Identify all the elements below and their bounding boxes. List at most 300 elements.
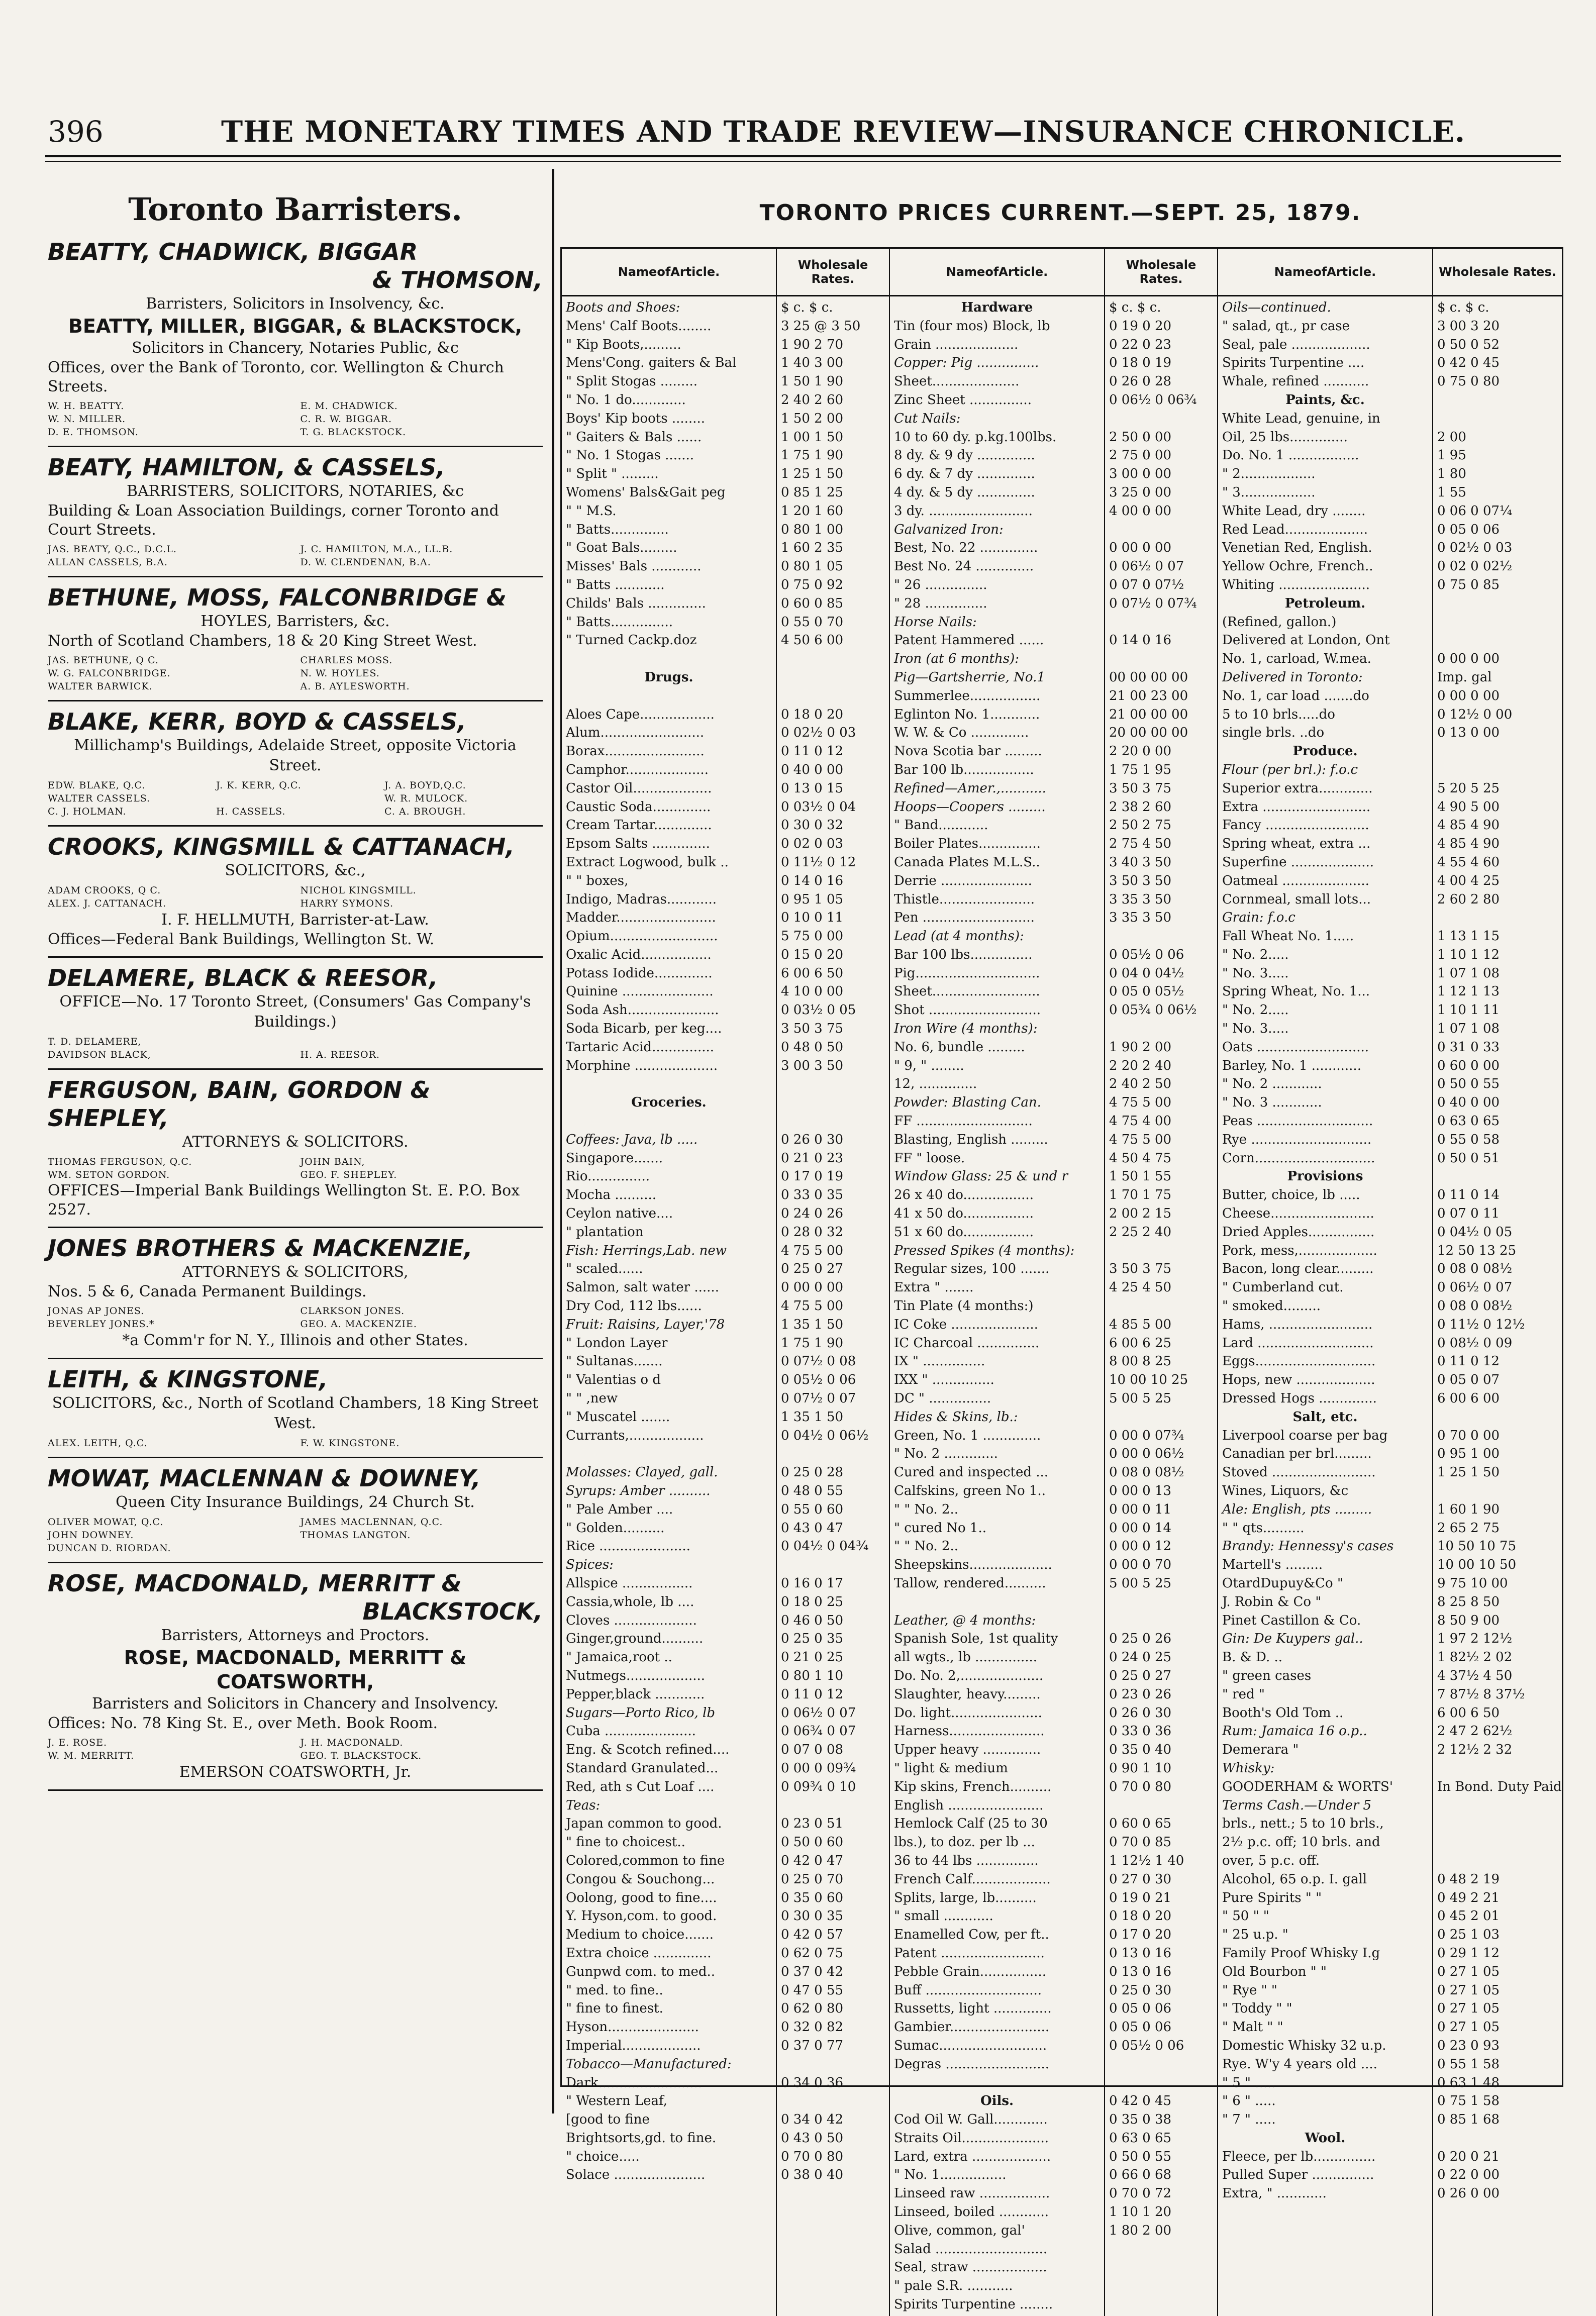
firm-name-cont: & THOMSON, [372,266,543,293]
article-name: 51 x 60 do................. [894,1224,1034,1240]
article-name: Congou & Souchong... [566,1871,715,1887]
rate-value: 1 82½ 2 02 [1437,1650,1513,1665]
firm-name: CROOKS, KINGSMILL & CATTANACH, [48,833,515,860]
rate-value: 1 07 1 08 [1437,965,1500,981]
col-name-2 [890,249,1105,2316]
rate-value: 20 00 00 00 [1109,725,1188,741]
article-name: Extra, " ............ [1222,2186,1327,2201]
rate-value: 0 11½ 0 12½ [1437,1317,1525,1332]
rate-value: 1 75 1 90 [781,1335,844,1351]
article-name: " 28 ............... [894,595,987,611]
partner-name: WALTER BARWICK. [48,681,153,692]
article-name: " Toddy " " [1222,2001,1292,2017]
rate-value: 3 00 3 20 [1437,318,1500,334]
rate-value [1437,2129,1558,2148]
rate-value [1109,2240,1213,2259]
rate-value: 3 35 3 50 [1109,891,1172,907]
rate-value [781,1093,885,1112]
rate-value: 0 63 0 65 [1109,2130,1172,2146]
rate-value: 0 42 0 45 [1109,2093,1172,2109]
article-name: " Muscatel ....... [566,1409,670,1425]
article-name: " smoked......... [1222,1298,1321,1314]
col3-rows [890,296,1104,2316]
article-name: Lard, extra ................... [894,2149,1051,2164]
article-name: " 3.................. [1222,484,1316,500]
article-name: Canada Plates M.L.S.. [894,854,1040,870]
rate-value: 0 26 0 30 [1109,1705,1172,1721]
rate-value: 0 25 0 35 [781,1631,844,1647]
rate-value: 4 55 4 60 [1437,854,1500,870]
rate-value: 0 42 0 47 [781,1853,844,1868]
article-name: Barley, No. 1 ............ [1222,1058,1361,1073]
rate-value: 1 10 1 20 [1109,2204,1172,2220]
article-name [566,1445,772,1463]
rate-value: 0 06 0 07¼ [1437,503,1513,519]
article-name: OtardDupuy&Co " [1222,1575,1343,1591]
article-name: Aloes Cape.................. [566,707,715,722]
article-name: Wines, Liquors, &c [1222,1483,1349,1498]
article-name: Molasses: Clayed, gall. [566,1465,718,1480]
article-name: Fall Wheat No. 1..... [1222,929,1354,944]
firm-office: Nos. 5 & 6, Canada Permanent Buildings. [48,1283,367,1300]
rate-value: 0 00 0 13 [1109,1483,1172,1498]
partner-name: WALTER CASSELS. [48,793,151,804]
partner-name: W. M. MERRITT. [48,1750,135,1761]
rate-value: 8 00 8 25 [1109,1354,1172,1369]
firm-extra: *a Comm'r for N. Y., Illinois and other States. [122,1332,468,1349]
article-name [894,2074,1100,2092]
firm-name: JONES BROTHERS & MACKENZIE, [48,1235,473,1262]
article-name: Splits, large, lb.......... [894,1890,1037,1905]
article-name: Dry Cod, 112 lbs...... [566,1298,702,1314]
rate-value: 0 95 1 05 [781,891,844,907]
rate-value: 0 22 0 23 [1109,337,1172,352]
article-name: Cut Nails: [894,411,961,426]
article-name: Lead (at 4 months): [894,929,1024,944]
article-name: " Batts ............ [566,577,665,592]
article-name: Rice ...................... [566,1539,690,1554]
partner-name: JOHN DOWNEY. [48,1530,134,1541]
article-name: White Lead, genuine, in [1222,411,1380,426]
partner-name: HARRY SYMONS. [300,898,393,909]
rate-value [1109,2258,1213,2277]
article-name: Whisky: [1222,1760,1275,1776]
col-rates-3 [1433,249,1562,2316]
rate-value [1437,1408,1558,1427]
article-name: " Split Stogas ......... [566,374,698,389]
article-name: Pen ........................... [894,910,1035,926]
article-name: Best No. 24 .............. [894,559,1034,574]
article-name: Bar 100 lbs............... [894,947,1033,962]
rate-value: 0 70 0 00 [1437,1428,1500,1443]
col-name-3 [1218,249,1433,2316]
article-name: Teas: [566,1797,601,1813]
rate-value [781,1556,885,1574]
rate-value: 0 50 0 51 [1437,1150,1500,1166]
article-name: Salmon, salt water ...... [566,1280,719,1295]
rate-value: 0 00 0 09¾ [781,1760,856,1776]
rate-value: 6 00 6 50 [1437,1705,1500,1721]
rate-value: 0 46 0 50 [781,1613,844,1628]
article-name: Cheese......................... [1222,1206,1374,1222]
firm-alt-name: ROSE, MACDONALD, MERRITT & COATSWORTH, [124,1647,467,1693]
partner-name: ALEX. LEITH, Q.C. [48,1438,148,1449]
article-name: IX " ............... [894,1354,985,1369]
rate-value [1109,2074,1213,2092]
article-name: Womens' Bals&Gait peg [566,484,726,500]
article-name: Rio............... [566,1169,650,1184]
article-name: " Kip Boots,......... [566,337,681,352]
rate-value: 1 35 1 50 [781,1409,844,1425]
article-name: " " M.S. [566,503,617,519]
rate-value: 0 33 0 36 [1109,1724,1172,1739]
rate-value: 4 10 0 00 [781,984,844,999]
article-name: Refined—Amer.,........... [894,780,1046,796]
article-name: Sugars—Porto Rico, lb [566,1705,715,1721]
rate-value: 9 75 10 00 [1437,1575,1508,1591]
rate-value: 1 07 1 08 [1437,1021,1500,1037]
col-header-rates: Wholesale Rates. [1433,249,1562,296]
rate-value: 8 25 8 50 [1437,1594,1500,1609]
rate-value [781,1796,885,1815]
firm-name-cont: BLACKSTOCK, [362,1598,543,1625]
rate-value: 0 13 0 00 [1437,725,1500,741]
rate-value [781,2055,885,2074]
article-name: 6 dy. & 7 dy .............. [894,466,1035,482]
rate-value [781,687,885,706]
article-name: Madder........................ [566,910,716,926]
article-name: Russetts, light .............. [894,2001,1052,2017]
rate-value [1109,410,1213,428]
rate-value: 0 37 0 77 [781,2038,844,2053]
rate-value [1437,742,1558,761]
partner-name: ALEX. J. CATTANACH. [48,898,167,909]
rate-value: 0 62 0 80 [781,2001,844,2017]
article-name: Linseed, boiled ............ [894,2204,1049,2220]
article-name: Solace ...................... [566,2167,706,2183]
firm-card [48,449,543,577]
article-name: Ginger,ground.......... [566,1631,704,1647]
article-name: Soda Bicarb, per keg.... [566,1021,722,1037]
rate-value [1109,613,1213,632]
article-name: " Golden.......... [566,1520,665,1536]
article-name: Alum......................... [566,725,705,741]
rate-value: 1 75 1 95 [1109,762,1172,777]
rate-value: 0 09¾ 0 10 [781,1779,856,1794]
article-name: 8 dy. & 9 dy .............. [894,448,1035,463]
rate-value [1109,2277,1213,2295]
article-name: " salad, qt., pr case [1222,318,1350,334]
barristers-title: Toronto Barristers. [128,191,462,228]
rate-value: 0 20 0 21 [1437,2149,1500,2164]
firm-name: BEATY, HAMILTON, & CASSELS, [48,454,445,481]
col-header-name: NameofArticle. [890,249,1104,296]
rate-value: 4 00 0 00 [1109,503,1172,519]
partner-name: DUNCAN D. RIORDAN. [48,1543,171,1554]
rate-value: 0 25 1 03 [1437,1927,1500,1943]
article-name: Rye ............................. [1222,1132,1372,1147]
partner-name: THOMAS LANGTON. [300,1530,411,1541]
rate-value: 10 00 10 50 [1437,1557,1517,1573]
article-name: Cured and inspected ... [894,1465,1049,1480]
article-name: " No. 2 ............. [894,1446,998,1462]
rate-value: 5 75 0 00 [781,929,844,944]
rate-value: 0 16 0 17 [781,1575,844,1591]
article-name: Corn............................. [1222,1150,1375,1166]
article-name: Hemlock Calf (25 to 30 [894,1816,1048,1832]
rate-value: 21 00 00 00 [1109,707,1188,722]
partner-list [48,1035,543,1061]
rate-value: 0 28 0 32 [781,1224,844,1240]
rate-value: 0 08½ 0 09 [1437,1335,1513,1351]
rate-value: 12 50 13 25 [1437,1243,1517,1258]
rate-value: 0 35 0 38 [1109,2112,1172,2128]
article-name: " No. 1 do............. [566,392,686,408]
article-name: " Sultanas....... [566,1354,663,1369]
rate-value: 2 50 2 75 [1109,818,1172,833]
article-name: Gin: De Kuypers gal.. [1222,1631,1363,1647]
article-name: Delivered at London, Ont [1222,633,1390,648]
rate-value: 0 34 0 42 [781,2112,844,2128]
article-name: Iron (at 6 months): [894,651,1020,667]
article-name: Pig—Gartsherrie, No.1 [894,669,1045,685]
article-name: Cloves .................... [566,1613,697,1628]
rate-value: 3 40 3 50 [1109,854,1172,870]
article-name: Pebble Grain................ [894,1964,1046,1979]
partner-name: JONAS AP JONES. [48,1305,145,1317]
rate-value: 0 26 0 30 [781,1132,844,1147]
article-name: Fleece, per lb............... [1222,2149,1376,2164]
col4-rows [1105,296,1217,2297]
rate-value: 0 04½ 0 05 [1437,1224,1513,1240]
article-name: English ....................... [894,1797,1044,1813]
rate-value: 0 30 0 32 [781,818,844,833]
firm-card [48,1230,543,1359]
rate-value: 0 25 0 26 [1109,1631,1172,1647]
rate-value: 0 18 0 20 [1109,1908,1172,1924]
rate-value [1109,1020,1213,1038]
rate-value: 3 50 3 75 [1109,780,1172,796]
article-name: Pig.............................. [894,965,1040,981]
rate-value [1109,1796,1213,1815]
rate-value: 4 37½ 4 50 [1437,1668,1513,1683]
col6-rows [1433,296,1562,2205]
article-name: Spices: [566,1557,614,1573]
article-name: Extra .......................... [1222,799,1371,815]
rate-value: 0 25 0 28 [781,1465,844,1480]
partner-name: W. G. FALCONBRIDGE. [48,668,171,679]
partner-name: J. A. BOYD,Q.C. [384,780,466,791]
rate-value: 4 00 4 25 [1437,873,1500,888]
rate-value: 0 55 1 58 [1437,2056,1500,2072]
rate-value: 0 25 0 30 [1109,1982,1172,1998]
article-name: Seal, pale ................... [1222,337,1370,352]
rate-value: 0 00 0 00 [1437,651,1500,667]
rate-value: Imp. gal [1437,669,1492,685]
article-name: " 26 ............... [894,577,987,592]
partner-name: WM. SETON GORDON. [48,1169,170,1180]
rate-value: 0 03½ 0 04 [781,799,856,815]
article-name: Stoved ......................... [1222,1465,1376,1480]
rate-value: 0 11 0 14 [1437,1187,1500,1203]
rate-value: 1 25 1 50 [781,466,844,482]
article-name: Boots and Shoes: [566,300,680,315]
article-name: Ceylon native.... [566,1206,673,1222]
rate-value: 0 11 0 12 [1437,1354,1500,1369]
rate-value: 1 50 1 55 [1109,1169,1172,1184]
article-name: Sumac.......................... [894,2038,1047,2053]
article-name: " 9, " ........ [894,1058,964,1073]
article-name: Alcohol, 65 o.p. I. gall [1222,1871,1367,1887]
article-name: Eng. & Scotch refined.... [566,1742,730,1758]
article-name: Oil, 25 lbs.............. [1222,429,1348,445]
article-name: " Malt " " [1222,2020,1283,2035]
rate-value: 0 34 0 36 [781,2075,844,2090]
rate-value: 0 02½ 0 03 [1437,540,1513,556]
partner-name: JAS. BETHUNE, Q C. [48,655,159,666]
article-name: " cured No 1.. [894,1520,986,1536]
article-name: (Refined, gallon.) [1222,614,1337,630]
rate-value [781,650,885,668]
article-name: Mocha .......... [566,1187,656,1203]
col1-rows [562,296,776,2186]
article-name: Quinine ...................... [566,984,714,999]
partner-name [301,1035,543,1048]
firm-card [48,1072,543,1228]
article-name: Wool. [1305,2130,1346,2146]
article-name: Paints, &c. [1285,392,1365,408]
article-name: Sheet.......................... [894,984,1040,999]
rate-value [781,1112,885,1131]
article-name: Petroleum. [1284,595,1366,611]
article-name: Zinc Sheet ............... [894,392,1032,408]
rate-value: 5 00 5 25 [1109,1391,1172,1406]
article-name: Opium.......................... [566,929,718,944]
article-name: Family Proof Whisky I.g [1222,1945,1380,1961]
rate-value: 0 13 0 16 [1109,1964,1172,1979]
article-name: Canadian per brl......... [1222,1446,1372,1462]
article-name: Cod Oil W. Gall............. [894,2112,1048,2128]
partner-name: A. B. AYLESWORTH. [300,681,410,692]
article-name: " Jamaica,root .. [566,1650,672,1665]
rate-value: 0 26 0 00 [1437,2186,1500,2201]
rate-value: 5 00 5 25 [1109,1575,1172,1591]
rate-value: 0 00 0 00 [1437,688,1500,703]
article-name: " 5 " ..... [1222,2075,1276,2090]
partner-name [301,1542,543,1555]
firm-name: ROSE, MACDONALD, MERRITT & [48,1570,462,1597]
article-name: Spanish Sole, 1st quality [894,1631,1058,1647]
rate-value: 0 08 0 08½ [1437,1298,1513,1314]
rate-value: 0 80 1 00 [781,522,844,537]
article-name: " No. 2..... [1222,1002,1289,1018]
article-name: Superfine .................... [1222,854,1374,870]
rate-value: 0 18 0 25 [781,1594,844,1609]
page-header: THE MONETARY TIMES AND TRADE REVIEW—INSURANCE CHRONICLE. [221,115,1466,149]
rate-value: 0 04 0 04½ [1109,965,1184,981]
rate-value: 0 40 0 00 [1437,1095,1500,1111]
rate-value [1437,1482,1558,1500]
article-name: Y. Hyson,com. to good. [566,1908,717,1924]
rate-value: 0 24 0 25 [1109,1650,1172,1665]
rate-value: 1 90 2 70 [781,337,844,352]
article-name: Epsom Salts .............. [566,836,710,852]
rate-value: 0 70 0 85 [1109,1835,1172,1850]
rate-value: 0 17 0 19 [781,1169,844,1184]
article-name: " Batts............... [566,614,673,630]
rate-value: 1 00 1 50 [781,429,844,445]
article-name: Patent ......................... [894,1945,1045,1961]
article-name: lbs.), to doz. per lb ... [894,1835,1035,1850]
rate-value: 0 48 2 19 [1437,1871,1500,1887]
rate-value: 1 10 1 11 [1437,1002,1500,1018]
article-name: brls., nett.; 5 to 10 brls., [1222,1816,1384,1832]
article-name: Spirits Turpentine ........ [894,2297,1053,2312]
partner-list [48,884,543,910]
rate-value: 0 27 0 30 [1109,1871,1172,1887]
rate-value: 0 55 0 58 [1437,1132,1500,1147]
rate-value: 0 40 0 00 [781,762,844,777]
firm-name: BETHUNE, MOSS, FALCONBRIDGE & [48,584,507,611]
rate-value: 1 80 2 00 [1109,2223,1172,2238]
partner-list [48,543,543,569]
article-name: " No. 2 ............ [1222,1076,1322,1092]
article-name: " " boxes, [566,873,629,888]
rate-value: 0 05½ 0 06 [781,1372,856,1388]
article-name: Spring Wheat, No. 1... [1222,984,1370,999]
firm-card [48,960,543,1070]
article-name: Provisions [1287,1169,1363,1184]
article-name: Do. No. 2,.................... [894,1668,1044,1683]
article-name: Salad ........................... [894,2241,1048,2257]
article-name: Pressed Spikes (4 months): [894,1243,1075,1258]
article-name: Childs' Bals .............. [566,595,706,611]
article-name: " No. 2..... [1222,947,1289,962]
rate-value: 1 55 [1437,484,1466,500]
firm-list [48,234,543,1791]
rate-value: 0 25 0 70 [781,1871,844,1887]
rate-value: 0 05 0 06 [1109,2020,1172,2035]
rate-value: 3 50 3 75 [781,1021,844,1037]
article-name [566,1075,772,1093]
header-rule-thin [45,161,1561,162]
article-name: Superior extra............. [1222,780,1373,796]
rate-value: 0 19 0 20 [1109,318,1172,334]
article-name: Fancy ......................... [1222,818,1369,833]
partner-name: C. R. W. BIGGAR. [300,414,392,425]
rate-value [1109,2055,1213,2074]
article-name [566,687,772,706]
rate-value: 0 22 0 00 [1437,2167,1500,2183]
rate-value: 0 07½ 0 07¾ [1109,595,1197,611]
col-rates-1 [777,249,890,2316]
partner-name: J. K. KERR, Q.C. [216,780,302,791]
rate-value: 0 05½ 0 06 [1109,947,1184,962]
article-name: Sheet..................... [894,374,1020,389]
article-name: B. & D. .. [1222,1650,1283,1665]
article-name: " Cumberland cut. [1222,1280,1344,1295]
article-name: Degras ......................... [894,2056,1050,2072]
article-name: Calfskins, green No 1.. [894,1483,1046,1498]
rate-value: 0 50 0 55 [1109,2149,1172,2164]
article-name: IXX " ............... [894,1372,994,1388]
firm-card [48,1460,543,1563]
article-name: Boys' Kip boots ........ [566,411,705,426]
rate-value: 0 21 0 25 [781,1650,844,1665]
rate-value [1109,521,1213,539]
article-name: " 6 " ..... [1222,2093,1276,2109]
firm-alt-description: Barristers and Solicitors in Chancery and Insolvency. [91,1695,499,1713]
